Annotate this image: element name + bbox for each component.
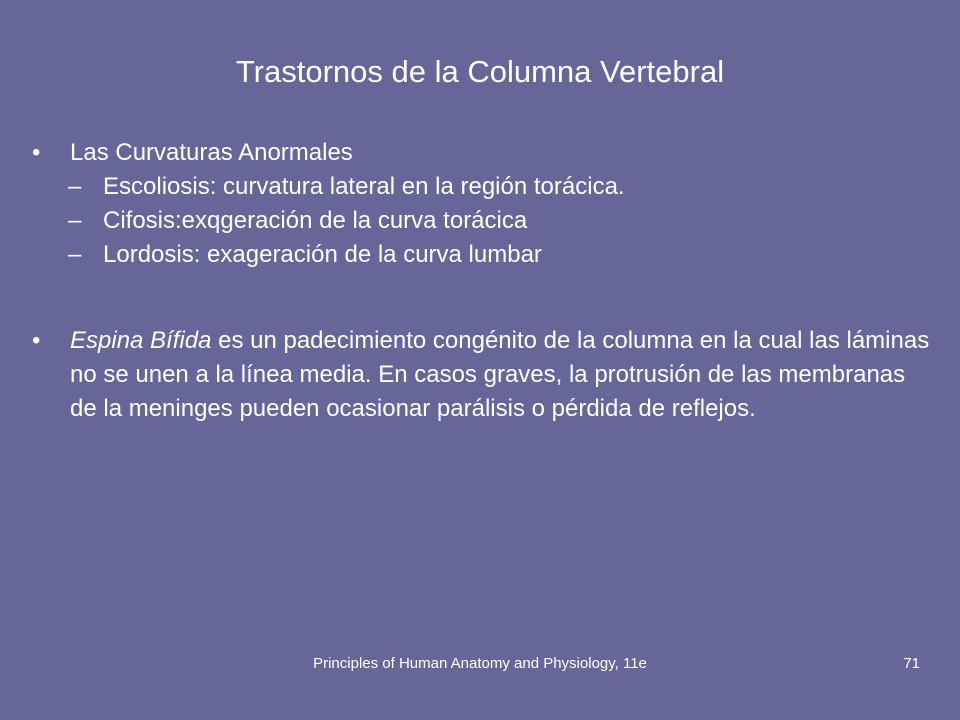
- bullet-espina-bifida: [30, 324, 930, 426]
- footer-credit: Principles of Human Anatomy and Physiology, 11e: [313, 655, 647, 672]
- subitem-text: Lordosis: exageración de la curva lumbar: [103, 241, 542, 268]
- bullet-text: Las Curvaturas Anormales: [70, 139, 353, 166]
- paragraph-text: es un padecimiento congénito de la columna en la cual las láminas no se unen a la línea media. En casos graves, la protrusión de las membranas de la meninges pueden ocasionar parálisis o pérdida de reflejos.: [70, 327, 930, 422]
- subitem-escoliosis: [30, 170, 930, 204]
- bullet-marker: •: [32, 139, 41, 166]
- subitem-cifosis: [30, 204, 930, 238]
- page-number: 71: [903, 655, 920, 672]
- spacer: [30, 272, 930, 324]
- subitem-text: Cifosis:exqgeración de la curva torácica: [103, 207, 528, 234]
- dash-marker: –: [68, 207, 82, 234]
- dash-marker: –: [68, 241, 82, 268]
- slide-body: [30, 136, 930, 426]
- dash-marker: –: [68, 173, 82, 200]
- subitem-lordosis: [30, 238, 930, 272]
- bullet-curvaturas: [30, 136, 930, 170]
- slide-title: Trastornos de la Columna Vertebral: [235, 54, 725, 89]
- italic-term: Espina Bífida: [70, 327, 212, 354]
- bullet-marker: •: [32, 327, 41, 354]
- subitem-text: Escoliosis: curvatura lateral en la región torácica.: [103, 173, 625, 200]
